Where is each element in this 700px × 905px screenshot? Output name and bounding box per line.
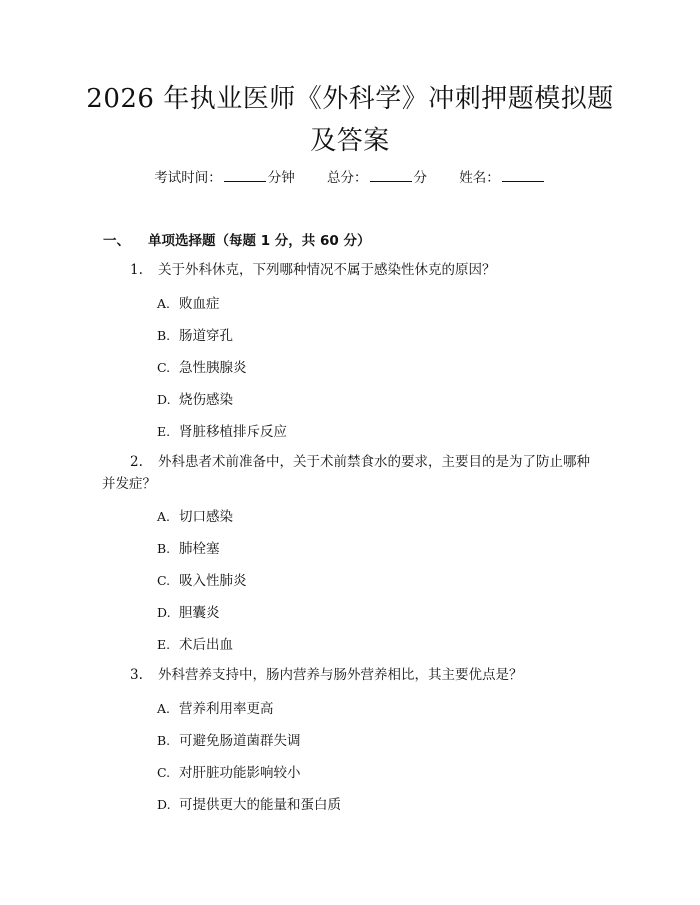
option-text: 对肝脏功能影响较小: [179, 765, 301, 781]
option-text: 营养利用率更高: [179, 701, 274, 717]
option-letter: C.: [157, 765, 171, 780]
option-letter: D.: [157, 392, 171, 407]
option-letter: A.: [157, 296, 171, 311]
question-text-cont: 并发症？: [102, 476, 156, 492]
score-blank: [370, 171, 412, 182]
q3-option-b: [157, 729, 301, 749]
title-line-2: 及答案: [310, 126, 390, 156]
score-label: 总分：: [327, 170, 368, 186]
question-text: 外科营养支持中，肠内营养与肠外营养相比，其主要优点是？: [158, 667, 523, 683]
option-letter: B.: [157, 541, 171, 556]
question-3: [130, 662, 600, 688]
option-text: 肺栓塞: [179, 541, 220, 557]
q2-option-c: [157, 569, 247, 589]
section-heading: [103, 229, 370, 249]
option-letter: D.: [157, 605, 171, 620]
name-label: 姓名：: [459, 170, 500, 186]
option-text: 可避免肠道菌群失调: [179, 733, 301, 749]
option-letter: B.: [157, 733, 171, 748]
question-text: 外科患者术前准备中，关于术前禁食水的要求，主要目的是为了防止哪种: [158, 454, 590, 470]
option-text: 可提供更大的能量和蛋白质: [179, 797, 341, 813]
q1-option-d: [157, 388, 233, 408]
document-title: [0, 78, 700, 162]
option-letter: C.: [157, 360, 171, 375]
section-number: 一、: [103, 233, 130, 249]
option-text: 肠道穿孔: [179, 328, 233, 344]
q1-option-a: [157, 292, 220, 312]
option-letter: A.: [157, 701, 171, 716]
option-text: 胆囊炎: [179, 605, 220, 621]
question-text: 关于外科休克，下列哪种情况不属于感染性休克的原因？: [158, 262, 496, 278]
option-text: 烧伤感染: [179, 392, 233, 408]
score-field: [327, 170, 431, 186]
time-label: 考试时间：: [154, 170, 222, 186]
time-blank: [224, 171, 266, 182]
time-field: [154, 170, 299, 186]
question-number: 2.: [130, 454, 143, 470]
q2-option-d: [157, 601, 220, 621]
q3-option-c: [157, 761, 301, 781]
option-text: 急性胰腺炎: [179, 360, 247, 376]
question-1: [130, 257, 600, 283]
question-number: 1.: [130, 262, 143, 278]
question-2-continued: [102, 471, 572, 497]
question-number: 3.: [130, 667, 143, 683]
name-field: [459, 170, 546, 186]
option-text: 肾脏移植排斥反应: [179, 424, 287, 440]
title-line-1: 2026 年执业医师《外科学》冲刺押题模拟题: [86, 84, 614, 114]
option-text: 切口感染: [179, 509, 233, 525]
name-blank: [502, 171, 544, 182]
exam-meta: [0, 166, 700, 186]
option-letter: D.: [157, 797, 171, 812]
q2-option-a: [157, 505, 233, 525]
q1-option-c: [157, 356, 247, 376]
section-title: 单项选择题（每题 1 分，共 60 分）: [148, 233, 371, 249]
time-unit: 分钟: [267, 170, 295, 186]
option-letter: B.: [157, 328, 171, 343]
option-letter: C.: [157, 573, 171, 588]
option-text: 吸入性肺炎: [179, 573, 247, 589]
option-text: 败血症: [179, 296, 220, 312]
option-letter: E.: [157, 424, 171, 439]
q2-option-e: [157, 633, 233, 653]
score-unit: 分: [413, 170, 427, 186]
q2-option-b: [157, 537, 220, 557]
q1-option-e: [157, 420, 287, 440]
option-letter: A.: [157, 509, 171, 524]
q3-option-d: [157, 793, 341, 813]
option-text: 术后出血: [179, 637, 233, 653]
q3-option-a: [157, 697, 274, 717]
q1-option-b: [157, 324, 233, 344]
option-letter: E.: [157, 637, 171, 652]
